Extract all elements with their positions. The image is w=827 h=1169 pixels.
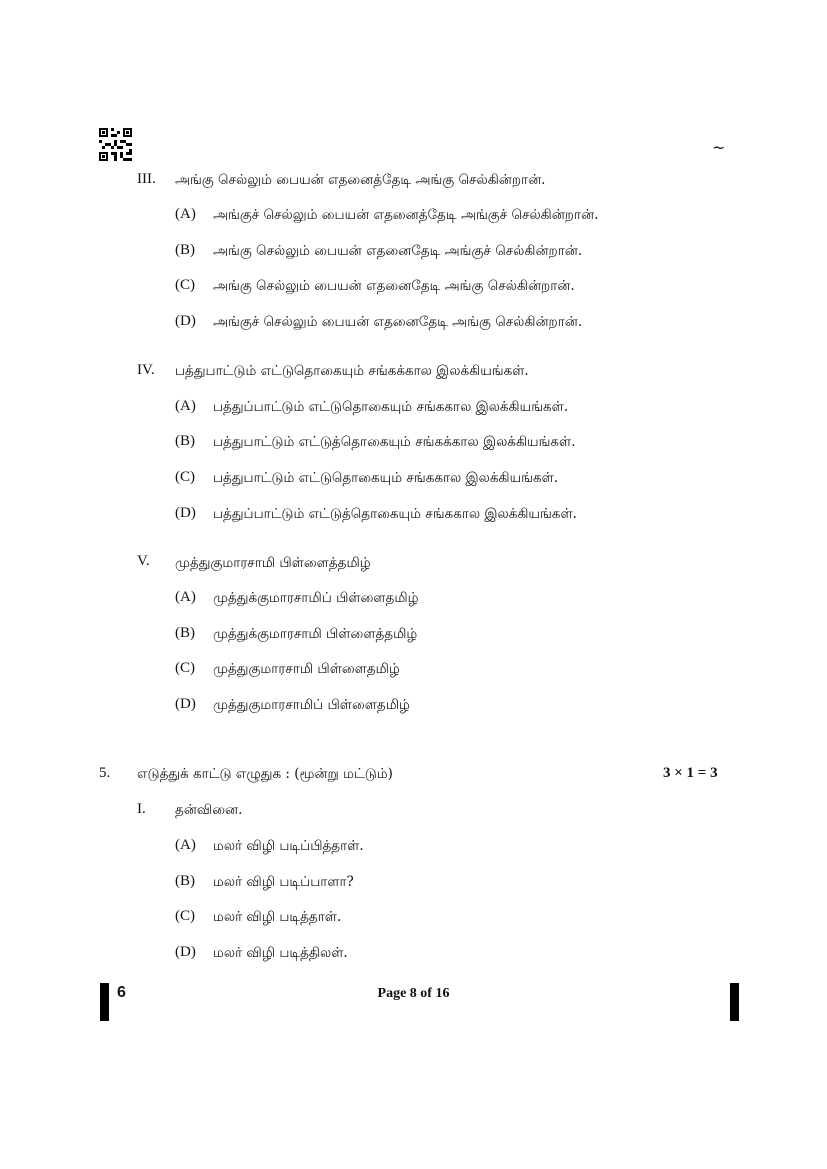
option-text: மலர் விழி படித்தாள். [213,909,342,925]
corner-mark: ~ [712,138,726,157]
option-letter: (A) [175,398,196,414]
option-text: மலர் விழி படித்திலள். [213,945,348,961]
option-text: முத்துக்குமாரசாமி பிள்ளைத்தமிழ் [213,626,418,642]
item-sentence-i: தன்வினை. [175,802,243,818]
item-number-iv: IV. [137,362,155,378]
option-text: பத்துப்பாட்டும் எட்டுத்தொகையும் சங்ககால இலக்கியங்கள். [213,506,577,522]
item-number-i: I. [137,801,146,817]
option-text: முத்துகுமாரசாமி பிள்ளைதமிழ் [213,661,400,677]
qr-code-icon [99,128,132,161]
option-letter: (A) [175,206,196,222]
option-letter: (B) [175,433,195,449]
option-letter: (D) [175,944,196,960]
option-letter: (C) [175,908,195,924]
option-text: முத்துகுமாரசாமிப் பிள்ளைதமிழ் [213,697,410,713]
option-letter: (B) [175,873,195,889]
option-text: பத்துபாட்டும் எட்டுத்தொகையும் சங்கக்கால இலக்கியங்கள். [213,434,576,450]
option-text: மலர் விழி படிப்பாளா? [213,874,354,890]
item-number-iii: III. [137,171,156,187]
option-letter: (C) [175,469,195,485]
item-number-v: V. [137,553,150,569]
footer-label: 6 [117,984,126,1001]
marks-allocation: 3 × 1 = 3 [663,765,718,781]
item-sentence-iii: அங்கு செல்லும் பையன் எதனைத்தேடி அங்கு செல்கின்றான். [175,172,546,188]
option-letter: (C) [175,660,195,676]
option-letter: (D) [175,313,196,329]
question-instruction: எடுத்துக் காட்டு எழுதுக : (மூன்று மட்டும்) [137,766,393,782]
option-text: மலர் விழி படிப்பித்தாள். [213,838,364,854]
item-sentence-iv: பத்துபாட்டும் எட்டுதொகையும் சங்கக்கால இலக்கியங்கள். [175,363,529,379]
item-sentence-v: முத்துகுமாரசாமி பிள்ளைத்தமிழ் [175,555,371,571]
option-letter: (B) [175,242,195,258]
option-text: அங்கு செல்லும் பையன் எதனைதேடி அங்குச் செல்கின்றான். [213,243,583,259]
option-letter: (D) [175,505,196,521]
option-text: பத்துப்பாட்டும் எட்டுதொகையும் சங்ககால இலக்கியங்கள். [213,399,569,415]
option-letter: (A) [175,589,196,605]
option-letter: (A) [175,837,196,853]
option-letter: (C) [175,277,195,293]
page-number: Page 8 of 16 [377,986,450,1001]
option-text: அங்குச் செல்லும் பையன் எதனைத்தேடி அங்குச் செல்கின்றான். [213,207,599,223]
option-letter: (B) [175,625,195,641]
option-text: அங்கு செல்லும் பையன் எதனைதேடி அங்கு செல்கின்றான். [213,278,575,294]
option-letter: (D) [175,696,196,712]
option-text: முத்துக்குமாரசாமிப் பிள்ளைதமிழ் [213,590,419,606]
question-number: 5. [99,765,111,781]
option-text: பத்துபாட்டும் எட்டுதொகையும் சங்ககால இலக்கியங்கள். [213,470,559,486]
option-text: அங்குச் செல்லும் பையன் எதனைதேடி அங்கு செல்கின்றான். [213,314,583,330]
footer-bar-right [730,983,739,1021]
